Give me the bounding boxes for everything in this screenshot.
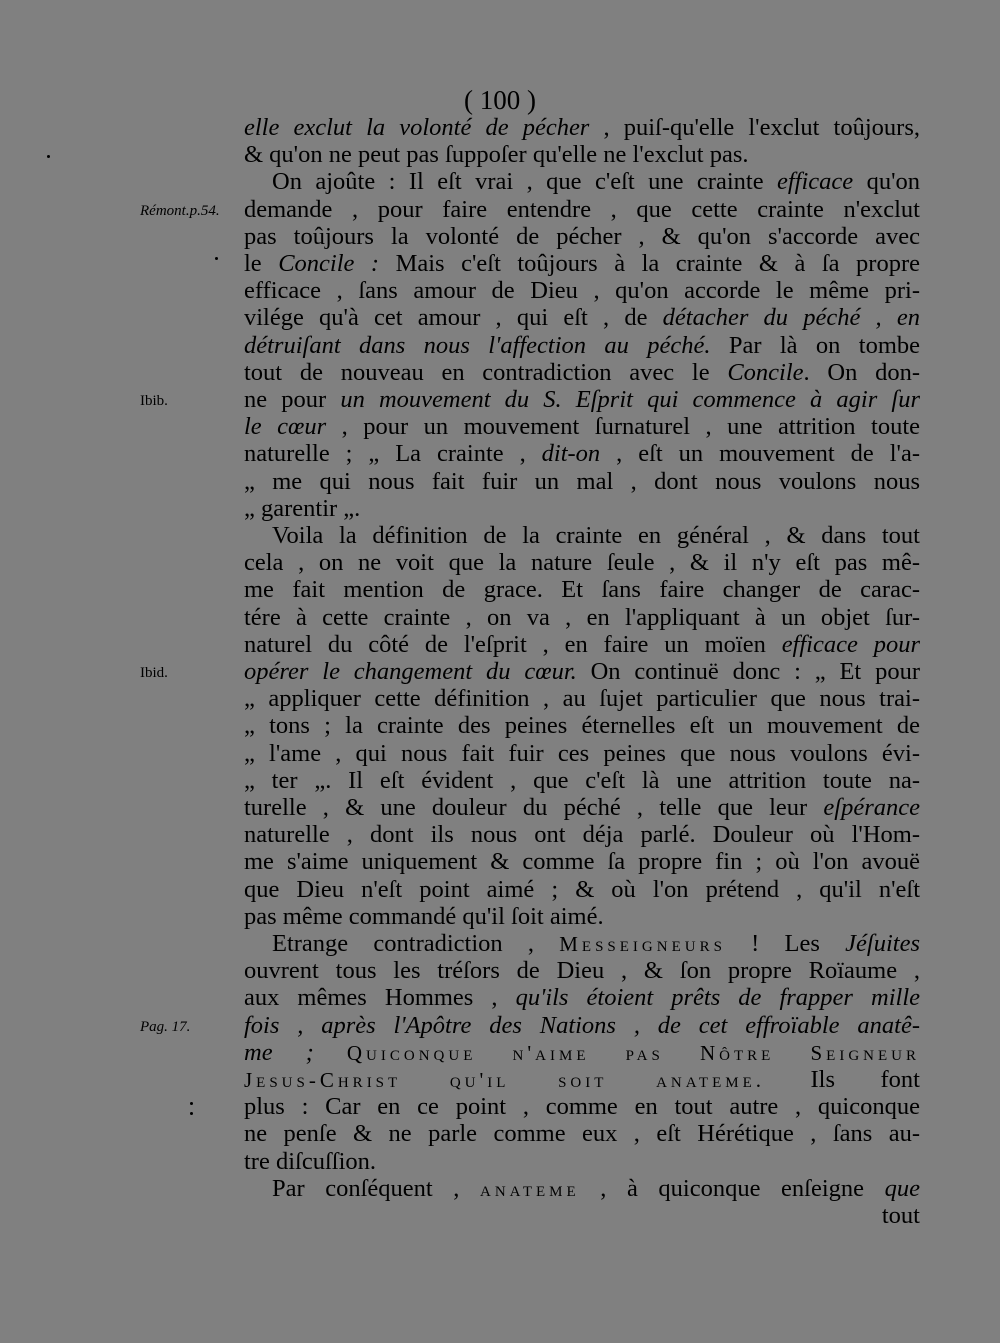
text-segment: demande , pour faire entendre , que cette crainte n'exclut bbox=[244, 195, 920, 223]
text-line bbox=[244, 984, 920, 1012]
text-segment: naturelle , dont ils nous ont déja parlé. Douleur où l'Hom- bbox=[244, 821, 920, 849]
ink-speck bbox=[190, 1112, 193, 1115]
text-line bbox=[244, 604, 920, 632]
text-line bbox=[244, 277, 920, 305]
text-segment: pas même commandé qu'il ſoit aimé. bbox=[244, 902, 604, 930]
text-segment: , eſt un mouvement de l'a- bbox=[600, 440, 920, 468]
text-line bbox=[244, 114, 920, 142]
text-segment: . On don- bbox=[803, 358, 920, 386]
text-segment: On continuë donc : „ Et pour bbox=[576, 658, 920, 685]
small-caps-text: Quiconque n'aime pas Nôtre Seigneur bbox=[346, 1040, 920, 1065]
text-segment: „ me qui nous fait fuir un mal , dont nous voulons nous bbox=[244, 467, 920, 495]
italic-text: Concile : bbox=[278, 250, 380, 277]
text-segment: tout de nouveau en contradiction avec le bbox=[244, 358, 728, 386]
text-line bbox=[244, 1120, 920, 1148]
small-caps-text: Jesus-Christ qu'il soit anateme. bbox=[244, 1068, 765, 1092]
italic-text: dit-on bbox=[541, 440, 601, 468]
italic-text: que bbox=[884, 1174, 920, 1202]
italic-text: qu'ils étoient prêts de frapper mille bbox=[515, 984, 920, 1012]
text-segment: ne pour bbox=[244, 386, 341, 413]
italic-text: un mouvement du S. Eſprit qui commence à agir ſur bbox=[340, 386, 920, 413]
margin-note: Rémont.p.54. bbox=[140, 202, 220, 219]
text-segment: & qu'on ne peut pas ſuppoſer qu'elle ne l'exclut pas. bbox=[244, 141, 749, 169]
text-segment: me fait mention de grace. Et ſans faire changer de carac- bbox=[244, 576, 920, 604]
text-line bbox=[244, 359, 920, 387]
ink-speck bbox=[47, 155, 50, 158]
text-line bbox=[244, 576, 920, 604]
text-segment: aux mêmes Hommes , bbox=[244, 984, 516, 1012]
text-line bbox=[272, 930, 920, 958]
text-segment: ! Les bbox=[725, 930, 846, 957]
text-segment: Par là on tombe bbox=[710, 331, 920, 359]
text-line bbox=[244, 304, 920, 332]
text-line bbox=[244, 712, 920, 740]
text-segment: me s'aime uniquement & comme ſa propre fin ; où l'on avouë bbox=[244, 848, 920, 876]
text-line bbox=[244, 821, 920, 849]
page-number: ( 100 ) bbox=[464, 85, 536, 115]
text-line bbox=[244, 1039, 920, 1067]
text-line bbox=[244, 848, 920, 876]
text-segment: le bbox=[244, 250, 279, 277]
text-segment: tére à cette crainte , on va , en l'appliquant à un objet ſur- bbox=[244, 603, 920, 631]
text-segment: cela , on ne voit que la nature ſeule , & il n'y eſt pas mê- bbox=[244, 549, 920, 577]
text-line bbox=[272, 1175, 920, 1203]
text-segment: naturel du côté de l'eſprit , en faire un moïen bbox=[244, 630, 782, 658]
text-segment: qu'on bbox=[853, 168, 920, 196]
ink-speck bbox=[190, 1102, 193, 1105]
text-line bbox=[244, 767, 920, 795]
text-segment: efficace , ſans amour de Dieu , qu'on accorde le même pri- bbox=[244, 277, 920, 305]
text-segment: vilége qu'à cet amour , qui eſt , de bbox=[244, 304, 663, 332]
text-segment: tre diſcuſſion. bbox=[244, 1147, 376, 1175]
text-line bbox=[244, 468, 920, 496]
text-line bbox=[244, 1066, 920, 1094]
text-line bbox=[272, 522, 920, 550]
text-line bbox=[244, 440, 920, 468]
text-segment: turelle , & une douleur du péché , telle que leur bbox=[244, 794, 824, 821]
text-line bbox=[244, 332, 920, 360]
text-line bbox=[244, 658, 920, 686]
text-segment: „ l'ame , qui nous fait fuir ces peines que nous voulons évi- bbox=[244, 739, 920, 767]
text-line bbox=[244, 740, 920, 768]
text-segment: „ garentir „. bbox=[244, 494, 361, 522]
text-line bbox=[244, 223, 920, 251]
text-line bbox=[244, 631, 920, 659]
text-line bbox=[244, 1202, 920, 1230]
text-line bbox=[244, 1012, 920, 1040]
text-segment: On ajoûte : Il eſt vrai , que c'eſt une crainte bbox=[272, 168, 777, 196]
text-line bbox=[244, 876, 920, 904]
italic-text: Concile bbox=[727, 358, 804, 386]
text-segment bbox=[314, 1039, 347, 1066]
small-caps-text: Messeigneurs bbox=[559, 932, 726, 956]
text-line bbox=[244, 413, 920, 441]
margin-note: Ibid. bbox=[140, 665, 168, 681]
text-line bbox=[244, 386, 920, 414]
text-segment: naturelle ; „ La crainte , bbox=[244, 440, 542, 468]
text-segment: que Dieu n'eſt point aimé ; & où l'on prétend , qu'il n'eſt bbox=[244, 875, 920, 903]
italic-text: détacher du péché , en bbox=[662, 304, 920, 332]
text-line bbox=[244, 794, 920, 822]
text-line bbox=[244, 903, 920, 931]
text-segment: , à quiconque enſeigne bbox=[579, 1174, 885, 1202]
italic-text: efficace bbox=[777, 168, 854, 196]
text-segment: Ils font bbox=[764, 1066, 920, 1093]
margin-note: Pag. 17. bbox=[140, 1018, 191, 1035]
italic-text: opérer le changement du cœur. bbox=[244, 658, 577, 685]
text-line bbox=[244, 250, 920, 278]
text-segment: , puiſ-qu'elle l'exclut toûjours, bbox=[589, 114, 920, 141]
text-segment: ouvrent tous les tréſors de Dieu , & ſon propre Roïaume , bbox=[244, 957, 920, 985]
text-segment: tout bbox=[881, 1202, 920, 1229]
margin-note: Ibib. bbox=[140, 393, 168, 409]
italic-text: efficace pour bbox=[781, 630, 920, 658]
text-line bbox=[244, 957, 920, 985]
italic-text: me ; bbox=[244, 1038, 314, 1066]
text-segment: „ tons ; la crainte des peines éternelles eſt un mouvement de bbox=[244, 712, 920, 740]
text-segment: Par conſéquent , bbox=[272, 1174, 481, 1202]
text-line bbox=[244, 141, 920, 169]
text-segment: , pour un mouvement ſurnaturel , une attrition toute bbox=[326, 413, 920, 441]
text-segment: Mais c'eſt toûjours à la crainte & à ſa propre bbox=[379, 250, 920, 277]
text-line bbox=[272, 168, 920, 196]
italic-text: le cœur bbox=[244, 413, 327, 441]
text-line bbox=[244, 549, 920, 577]
italic-text: elle exclut la volonté de pécher bbox=[244, 114, 590, 141]
text-line bbox=[244, 685, 920, 713]
text-segment: ne penſe & ne parle comme eux , eſt Hérétique , ſans au- bbox=[244, 1120, 920, 1148]
text-line bbox=[244, 495, 920, 523]
text-segment: „ ter „. Il eſt évident , que c'eſt là une attrition toute na- bbox=[244, 766, 920, 794]
text-segment: Etrange contradiction , bbox=[272, 930, 560, 957]
small-caps-text: anateme bbox=[480, 1176, 580, 1201]
italic-text: Jéſuites bbox=[845, 930, 920, 957]
text-segment: „ appliquer cette définition , au ſujet particulier que nous trai- bbox=[244, 685, 920, 713]
text-line bbox=[244, 196, 920, 224]
text-segment: plus : Car en ce point , comme en tout autre , quiconque bbox=[244, 1093, 920, 1121]
ink-speck bbox=[215, 257, 218, 260]
text-segment: Voila la définition de la crainte en général , & dans tout bbox=[272, 522, 920, 549]
text-line bbox=[244, 1148, 920, 1176]
italic-text: détruiſant dans nous l'affection au péché. bbox=[244, 331, 711, 359]
text-segment: pas toûjours la volonté de pécher , & qu'on s'accorde avec bbox=[244, 222, 920, 250]
italic-text: eſpérance bbox=[823, 794, 920, 821]
text-line bbox=[244, 1093, 920, 1121]
italic-text: fois , après l'Apôtre des Nations , de cet effroïable anatê- bbox=[244, 1011, 920, 1039]
